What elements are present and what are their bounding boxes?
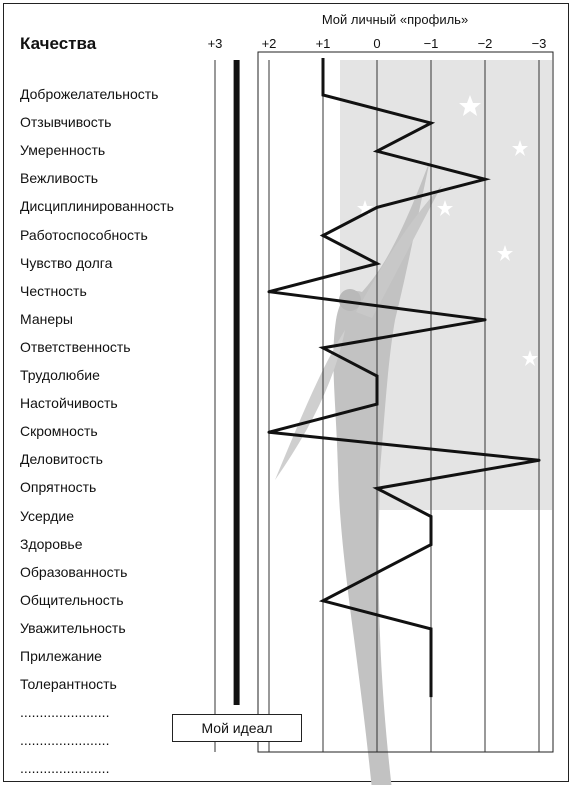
profile-point	[376, 206, 379, 209]
quality-label: Дисциплинированность	[20, 198, 174, 215]
quality-label: Честность	[20, 282, 87, 299]
profile-point	[322, 346, 325, 349]
profile-point	[430, 515, 433, 518]
quality-label: Работоспособность	[20, 226, 148, 243]
ideal-legend	[172, 714, 302, 742]
quality-label: Толерантность	[20, 676, 117, 693]
profile-point	[484, 318, 487, 321]
quality-label: Настойчивость	[20, 395, 118, 412]
profile-point	[268, 290, 271, 293]
quality-label: Уважительность	[20, 619, 126, 636]
profile-point	[322, 599, 325, 602]
profile-point	[430, 122, 433, 125]
profile-point	[376, 375, 379, 378]
x-tick-label: 0	[373, 36, 381, 51]
x-tick-label: +3	[207, 36, 223, 51]
quality-label: Манеры	[20, 310, 73, 327]
profile-point	[322, 94, 325, 97]
profile-point	[376, 487, 379, 490]
x-tick-label: +2	[261, 36, 277, 51]
profile-point	[376, 571, 379, 574]
blank-quality-line: .......................	[20, 704, 110, 721]
quality-label: Образованность	[20, 563, 128, 580]
qualities-header: Качества	[20, 34, 97, 53]
quality-label: Трудолюбие	[20, 367, 100, 383]
x-tick-label: −2	[477, 36, 493, 51]
ideal-legend-label: Мой идеал	[201, 720, 273, 736]
profile-point	[538, 459, 541, 462]
quality-label: Прилежание	[20, 648, 102, 664]
profile-point	[430, 656, 433, 659]
profile-point	[430, 627, 433, 630]
profile-point	[322, 234, 325, 237]
quality-label: Усердие	[20, 507, 74, 524]
x-tick-label: −1	[423, 36, 439, 51]
quality-label: Опрятность	[20, 479, 97, 496]
blank-quality-line: .......................	[20, 760, 110, 777]
profile-point	[268, 431, 271, 434]
quality-label: Вежливость	[20, 170, 99, 187]
profile-point	[376, 403, 379, 406]
quality-label: Умеренность	[20, 142, 106, 159]
quality-label: Доброжелательность	[20, 86, 159, 102]
quality-label: Скромность	[20, 423, 98, 440]
quality-label: Здоровье	[20, 535, 83, 552]
profile-point	[430, 543, 433, 546]
profile-point	[484, 178, 487, 181]
quality-label: Чувство долга	[20, 254, 113, 271]
quality-label: Общительность	[20, 591, 124, 608]
x-tick-label: −3	[531, 36, 547, 51]
profile-point	[430, 684, 433, 687]
quality-label: Ответственность	[20, 338, 131, 355]
blank-quality-line: .......................	[20, 732, 110, 749]
profile-point	[376, 150, 379, 153]
quality-label: Отзывчивость	[20, 114, 112, 131]
quality-label: Деловитость	[20, 451, 103, 468]
background-art	[275, 60, 552, 785]
x-tick-label: +1	[315, 36, 331, 51]
chart-title: Мой личный «профиль»	[321, 12, 469, 27]
profile-point	[376, 262, 379, 265]
